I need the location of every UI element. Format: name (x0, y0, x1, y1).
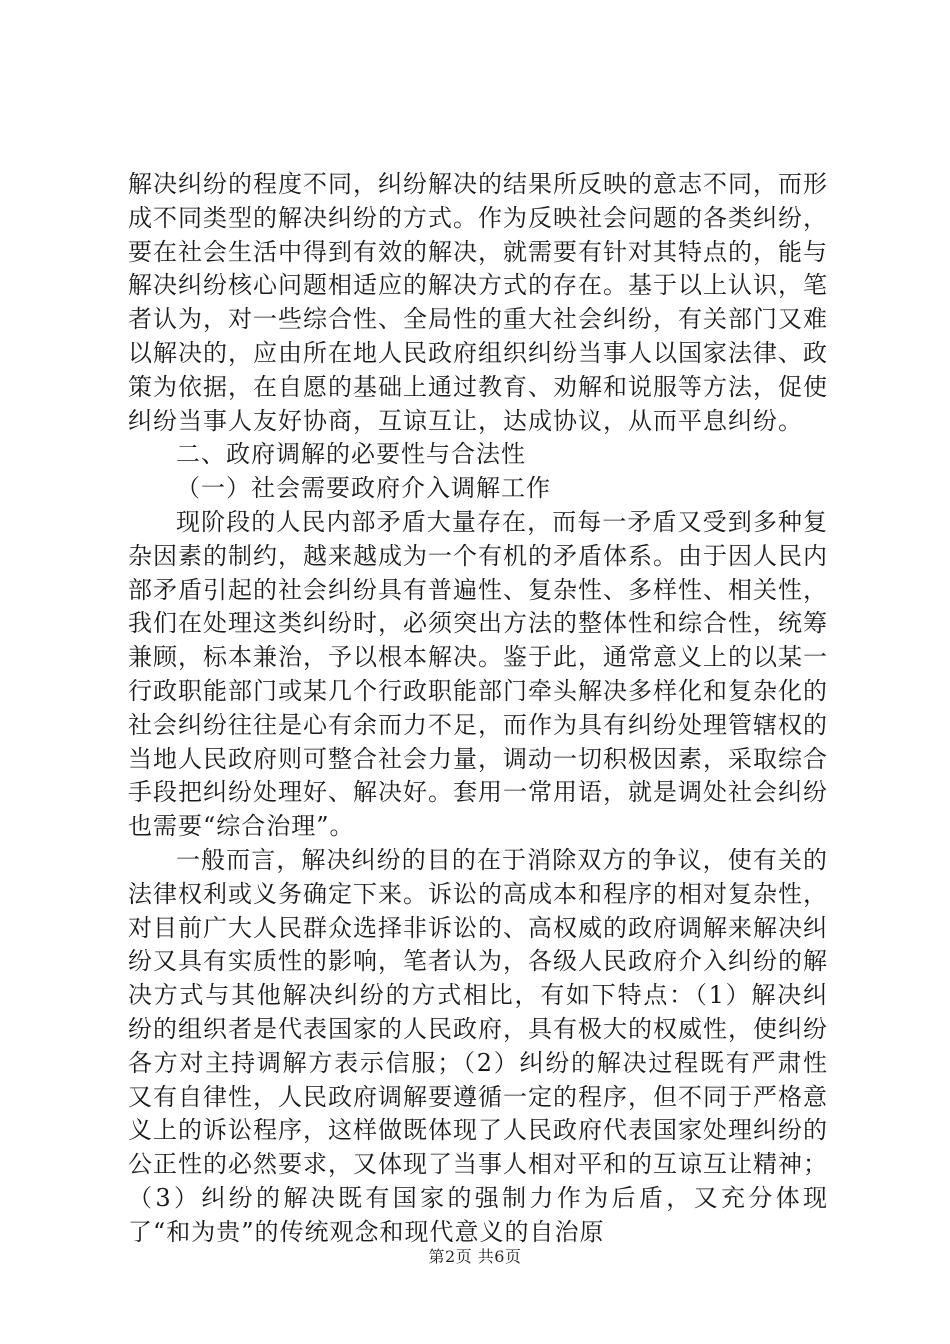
page-number-footer: 第2页 共6页 (428, 1247, 522, 1266)
subsection-heading: （一）社会需要政府介入调解工作 (176, 474, 551, 503)
paragraph-continued: 解决纠纷的程度不同，纠纷解决的结果所反映的意志不同，而形成不同类型的解决纠纷的方式。作为反映社会问题的各类纠纷，要在社会生活中得到有效的解决，就需要有针对其特点的，能与解决纠纷核心问题相适应的解决方式的存在。基于以上认识，笔者认为，对一些综合性、全局性的重大社会纠纷，有关部门又难以解决的，应由所在地人民政府组织纠纷当事人以国家法律、政策为依据，在自愿的基础上通过教育、劝解和说服等方法，促使纠纷当事人友好协商，互谅互让，达成协议，从而平息纠纷。 (128, 170, 828, 435)
paragraph: 一般而言，解决纠纷的目的在于消除双方的争议，使有关的法律权利或义务确定下来。诉讼的高成本和程序的相对复杂性，对目前广大人民群众选择非诉讼的、高权威的政府调解来解决纠纷又具有实质性的影响，笔者认为，各级人民政府介入纠纷的解决方式与其他解决纠纷的方式相比，有如下特点：（1）解决纠纷的组织者是代表国家的人民政府，具有极大的权威性，使纠纷各方对主持调解方表示信服；（2）纠纷的解决过程既有严肃性又有自律性，人民政府调解要遵循一定的程序，但不同于严格意义上的诉讼程序，这样做既体现了人民政府代表国家处理纠纷的公正性的必然要求，又体现了当事人相对平和的互谅互让精神；（3）纠纷的解决既有国家的强制力作为后盾，又充分体现了“和为贵”的传统观念和现代意义的自治原 (128, 845, 828, 1246)
document-body (128, 168, 828, 1250)
section-heading: 二、政府调解的必要性与合法性 (176, 440, 526, 469)
paragraph: 现阶段的人民内部矛盾大量存在，而每一矛盾又受到多种复杂因素的制约，越来越成为一个有机的矛盾体系。由于因人民内部矛盾引起的社会纠纷具有普遍性、复杂性、多样性、相关性，我们在处理这类纠纷时，必须突出方法的整体性和综合性，统筹兼顾，标本兼治，予以根本解决。鉴于此，通常意义上的以某一行政职能部门或某几个行政职能部门牵头解决多样化和复杂化的社会纠纷往往是心有余而力不足，而作为具有纠纷处理管辖权的当地人民政府则可整合社会力量，调动一切积极因素，采取综合手段把纠纷处理好、解决好。套用一常用语，就是调处社会纠纷也需要“综合治理”。 (128, 507, 828, 841)
